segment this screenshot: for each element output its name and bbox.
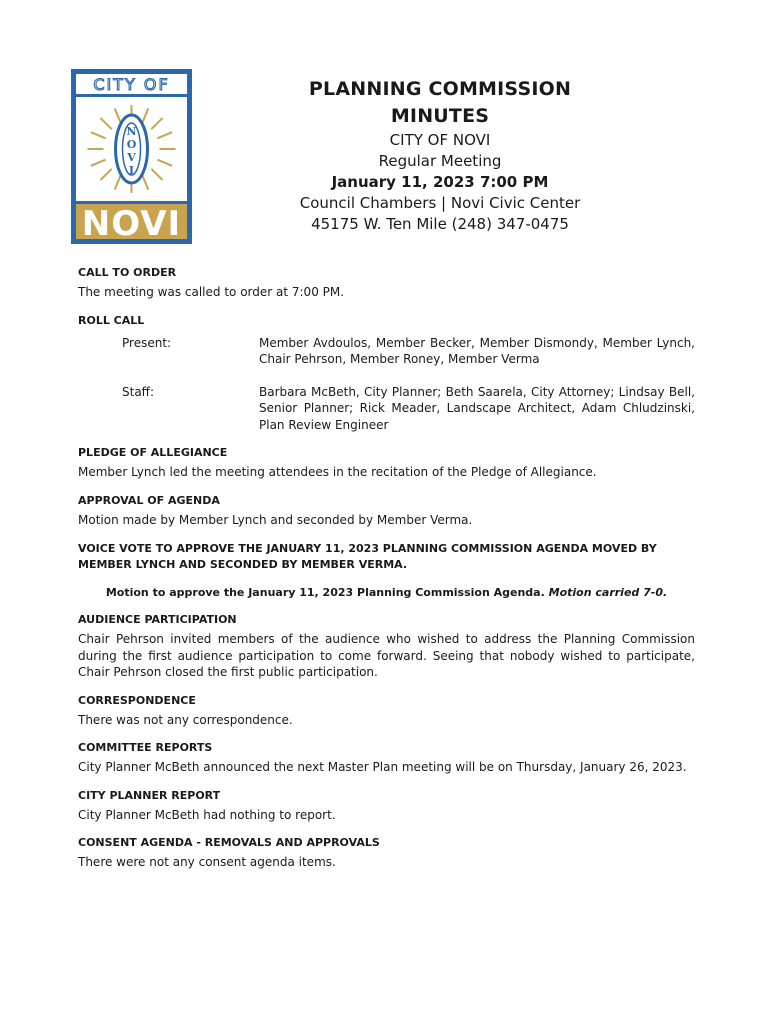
call-to-order-text: The meeting was called to order at 7:00 PM.	[78, 285, 345, 299]
roll-call-present-row	[78, 335, 695, 368]
logo-top-text: CITY OF	[93, 75, 170, 94]
sunburst-emblem-icon	[88, 105, 176, 193]
approval-of-agenda-heading: APPROVAL OF AGENDA	[78, 493, 220, 507]
approval-of-agenda-text: Motion made by Member Lynch and seconded by Member Verma.	[78, 512, 473, 527]
logo-letter-o: O	[126, 138, 137, 151]
committee-reports-heading: COMMITTEE REPORTS	[78, 741, 213, 754]
audience-participation-heading: AUDIENCE PARTICIPATION	[78, 613, 237, 626]
present-members: Member Avdoulos, Member Becker, Member Dismondy, Member Lynch, Chair Pehrson, Member Roney, Member Verma	[259, 335, 695, 366]
correspondence-heading: CORRESPONDENCE	[78, 693, 196, 707]
meeting-type: Regular Meeting	[378, 152, 502, 170]
motion-result: Motion carried 7-0.	[548, 586, 668, 599]
call-to-order-heading: CALL TO ORDER	[78, 266, 177, 279]
city-name: CITY OF NOVI	[389, 131, 491, 149]
city-of-novi-logo	[71, 69, 192, 244]
logo-letter-v: V	[127, 151, 136, 164]
minutes-body	[78, 266, 695, 871]
consent-agenda-heading: CONSENT AGENDA - REMOVALS AND APPROVALS	[78, 836, 380, 849]
city-planner-report-heading: CITY PLANNER REPORT	[78, 788, 221, 802]
meeting-location: Council Chambers | Novi Civic Center	[299, 194, 581, 212]
staff-members: Barbara McBeth, City Planner; Beth Saarela, City Attorney; Lindsay Bell, Senior Planner; Rick Meader, Landscape Architect, Adam Chludzinski, Plan Review Engineer	[259, 384, 695, 432]
committee-reports-text: City Planner McBeth announced the next Master Plan meeting will be on Thursday, January 26, 2023.	[78, 760, 687, 774]
document-title-line2: MINUTES	[390, 105, 490, 127]
audience-participation-text: Chair Pehrson invited members of the audience who wished to address the Planning Commission during the first audience participation to come forward. Seeing that nobody wished to participate, Chair Pehrson closed the first public participation.	[78, 632, 695, 679]
roll-call-heading: ROLL CALL	[78, 313, 145, 327]
staff-label: Staff:	[122, 384, 154, 399]
meeting-date-time: January 11, 2023 7:00 PM	[331, 173, 549, 191]
roll-call-staff-row	[78, 384, 695, 434]
present-label: Present:	[122, 335, 172, 350]
pledge-text: Member Lynch led the meeting attendees in the recitation of the Pledge of Allegiance.	[78, 465, 597, 479]
meeting-address-phone: 45175 W. Ten Mile (248) 347-0475	[311, 215, 569, 233]
logo-letter-n: N	[126, 125, 137, 138]
logo-bottom-text: NOVI	[81, 204, 182, 244]
motion-result-line	[78, 585, 695, 600]
document-header	[262, 76, 618, 235]
voice-vote-statement: VOICE VOTE TO APPROVE THE JANUARY 11, 2023 PLANNING COMMISSION AGENDA MOVED BY MEMBER LYNCH AND SECONDED BY MEMBER VERMA.	[78, 542, 657, 571]
consent-agenda-text: There were not any consent agenda items.	[78, 855, 336, 869]
pledge-heading: PLEDGE OF ALLEGIANCE	[78, 446, 228, 459]
document-title-line1: PLANNING COMMISSION	[308, 78, 572, 100]
city-planner-report-text: City Planner McBeth had nothing to report.	[78, 807, 336, 822]
motion-text: Motion to approve the January 11, 2023 Planning Commission Agenda.	[105, 586, 545, 599]
correspondence-text: There was not any correspondence.	[78, 712, 293, 727]
logo-letter-i: I	[128, 164, 135, 177]
